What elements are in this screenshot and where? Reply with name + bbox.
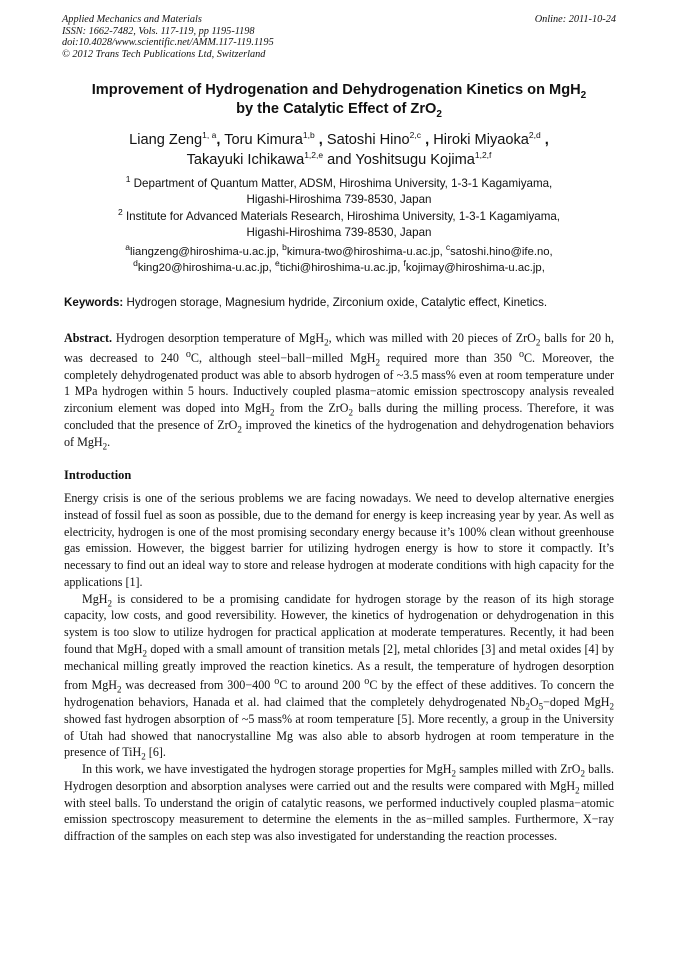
affiliation-2	[40, 209, 638, 240]
subscript: 2	[609, 701, 614, 712]
subscript: 2	[107, 597, 113, 608]
affiliation-line: Higashi-Hiroshima 739-8530, Japan	[246, 225, 432, 239]
keywords-text: Hydrogen storage, Magnesium hydride, Zirconium oxide, Catalytic effect, Kinetics.	[126, 296, 548, 309]
degree-sup: o	[518, 348, 524, 360]
abstract-text: C. Moreover, the completely dehydrogenated product was able to absorb hydrogen of ~3.5 mass% even at room temperature under 1 MPa hydrogen within 5 hours. Inductively coupled plasma−atomic emission spectroscopy analysis revealed zirconium element was doped into MgH	[64, 350, 614, 416]
author-affil-sup: 1,b	[302, 130, 315, 141]
abstract	[64, 330, 614, 451]
author-affil-sup: 2,c	[409, 130, 421, 141]
author-name: Takayuki Ichikawa	[186, 152, 305, 168]
subscript: 2	[575, 785, 580, 796]
copyright-line: © 2012 Trans Tech Publications Ltd, Switzerland	[62, 48, 266, 60]
paragraph-text: showed fast hydrogen absorption of ~5 mass% at room temperature [5]. More recently, a group in the University of Utah had showed that nanocrystalline Mg was also able to absorb hydrogen at room temperature in the presence of TiH	[64, 711, 614, 760]
paragraph-text: balls. Hydrogen desorption and absorption analyses were carried out and the results were compared with MgH	[64, 762, 615, 793]
email-sup: f	[403, 257, 406, 268]
author-name: Liang Zeng	[129, 132, 203, 148]
email-link[interactable]: liangzeng@hiroshima-u.ac.jp,	[130, 246, 280, 258]
abstract-text: C, although steel−ball−milled MgH	[190, 350, 376, 365]
paragraph-text: milled with steel balls. To understand the origin of catalytic reasons, we performed inductively coupled plasma−atomic emission spectroscopy measurement to determine the elements in the as−milled samples. Furthermore, X−ray diffraction of the samples on each step was also investigated for understanding the reaction processes.	[64, 778, 614, 844]
abstract-text: Hydrogen desorption temperature of MgH	[115, 331, 325, 345]
paragraph-text: MgH	[82, 591, 108, 606]
email-link[interactable]: king20@hiroshima-u.ac.jp,	[137, 261, 272, 274]
issn-line: ISSN: 1662-7482, Vols. 117-119, pp 1195-1198	[62, 25, 255, 37]
degree-sup: o	[274, 676, 280, 688]
journal-name: Applied Mechanics and Materials	[62, 14, 202, 25]
email-sup: c	[445, 242, 451, 253]
section-heading-introduction: Introduction	[64, 468, 132, 482]
subscript: 2	[324, 337, 329, 348]
email-sup: a	[125, 242, 131, 253]
affiliation-line: Institute for Advanced Materials Research, Hiroshima University, 1-3-1 Kagamiyama,	[125, 210, 561, 223]
paragraph	[64, 761, 614, 845]
author-affil-sup: 2,d	[528, 130, 541, 141]
doi-line: doi:10.4028/www.scientific.net/AMM.117-119.1195	[62, 37, 274, 49]
paper-title	[40, 81, 638, 119]
keywords-label: Keywords:	[64, 296, 124, 309]
paragraph-text: was decreased from 300−400	[121, 678, 275, 693]
author-name: Toru Kimura	[224, 132, 303, 148]
abstract-text: required more than 350	[380, 350, 519, 365]
affiliation-line: Department of Quantum Matter, ADSM, Hiroshima University, 1-3-1 Kagamiyama,	[133, 177, 553, 190]
subscript: 2	[525, 701, 530, 712]
subscript: 2	[142, 648, 148, 659]
email-link[interactable]: tichi@hiroshima-u.ac.jp,	[279, 261, 401, 274]
paragraph-text: C to around 200	[279, 678, 365, 693]
author-list: Liang Zeng$^{1, a}$, Toru Kimura$^{1,b}$ , Satoshi Hino$^{2,c}$ , Hiroki Miyaoka$^{2,d}$ , Takayuki Ichikawa$^{1,2,e}$ and Yoshitsugu Kojima$^{1,2,f}$	[129, 130, 549, 168]
paragraph: Energy crisis is one of the serious problems we are facing nowadays. We need to develop alternative energies instead of fossil fuel as soon as possible, due to the demand for energy is keep increasing year by year. As well as electricity, hydrogen is one of the most promising secondary energy because it’s 100% clean without greenhouse gas emission. However, the biggest barrier for utilizing hydrogen energy is how to store it compactly. It’s necessary to find out an ideal way to store and release hydrogen at moderate conditions with high capacity for the applications [1].	[64, 491, 614, 589]
subscript: 2	[102, 441, 108, 452]
introduction-body	[64, 490, 614, 845]
paragraph-text: is considered to be a promising candidate for hydrogen storage by the reason of its high storage capacity, low costs, and good reversibility. However, the kinetics of hydrogenation or dehydrogenation in this system is too slow to utilize hydrogen for practical application at moderate temperatures. Recently, it had been found that MgH	[64, 591, 614, 656]
paragraph-text: samples milled with ZrO	[456, 762, 581, 777]
email-link[interactable]: kimura-two@hiroshima-u.ac.jp,	[286, 246, 443, 258]
email-link[interactable]: satoshi.hino@ife.no,	[450, 246, 553, 258]
paragraph	[64, 591, 614, 762]
author-affil-sup: 1, a	[202, 130, 217, 141]
author-affil-sup: 1,2,e	[304, 150, 324, 161]
subscript: 2	[451, 768, 457, 779]
author-name: Yoshitsugu Kojima	[355, 152, 475, 168]
affiliation-number: 2	[117, 207, 123, 218]
abstract-text: balls during the milling process. Therefore, it was concluded that the presence of ZrO	[64, 401, 614, 433]
affiliation-number: 1	[125, 174, 131, 185]
paragraph-text: −doped MgH	[543, 695, 610, 710]
author-emails	[40, 242, 638, 276]
abstract-text: balls for 20 h, was decreased to 240	[64, 331, 614, 365]
online-date: Online: 2011-10-24	[534, 14, 616, 25]
subscript: 2	[580, 768, 585, 779]
abstract-text: .	[107, 434, 111, 449]
subscript: 2	[237, 424, 242, 435]
paragraph-text: O	[529, 695, 539, 710]
title-sub: 2	[580, 89, 587, 101]
paragraph-text: In this work, we have investigated the hydrogen storage properties for MgH	[82, 762, 452, 777]
email-sup: e	[274, 257, 280, 268]
subscript: 2	[348, 407, 354, 418]
keywords	[64, 296, 620, 309]
paragraph-text: doped with a small amount of transition metals [2], metal chlorides [3] and metal oxides [4] by mechanical milling greatly improved the reaction kinetics. As a result, the temperature of hydrogen desorption from MgH	[64, 641, 615, 693]
author-affil-sup: 1,2,f	[474, 150, 492, 161]
email-link[interactable]: kojimay@hiroshima-u.ac.jp,	[405, 261, 545, 274]
subscript: 2	[116, 684, 122, 695]
title-line2: by the Catalytic Effect of ZrO	[236, 101, 437, 117]
author-name: Hiroki Miyaoka	[433, 132, 529, 148]
email-sup: b	[282, 242, 287, 253]
degree-sup: o	[185, 348, 191, 360]
paragraph-text: C by the effect of these additives. To concern the hydrogenation behaviors, Hanada et al. had claimed that the completely dehydrogenated Nb	[64, 678, 614, 710]
title-line1: Improvement of Hydrogenation and Dehydrogenation Kinetics on MgH	[91, 82, 581, 98]
subscript: 5	[538, 701, 544, 712]
subscript: 2	[270, 407, 275, 418]
affiliation-line: Higashi-Hiroshima 739-8530, Japan	[246, 192, 432, 206]
affiliation-1	[40, 176, 638, 207]
abstract-label: Abstract.	[64, 331, 113, 345]
email-sup: d	[133, 257, 138, 268]
abstract-text: from the ZrO	[274, 401, 349, 416]
degree-sup: o	[364, 676, 370, 688]
journal-header	[62, 14, 616, 60]
subscript: 2	[141, 751, 146, 762]
title-sub: 2	[436, 108, 442, 120]
subscript: 2	[535, 337, 541, 348]
author-name: Satoshi Hino	[326, 132, 410, 148]
abstract-text: , which was milled with 20 pieces of ZrO	[328, 331, 536, 345]
paragraph-text: [6].	[145, 745, 166, 760]
subscript: 2	[375, 357, 381, 368]
abstract-text: improved the kinetics of the hydrogenation and dehydrogenation behaviors of MgH	[64, 418, 614, 449]
author-conjunction: and	[327, 152, 352, 168]
